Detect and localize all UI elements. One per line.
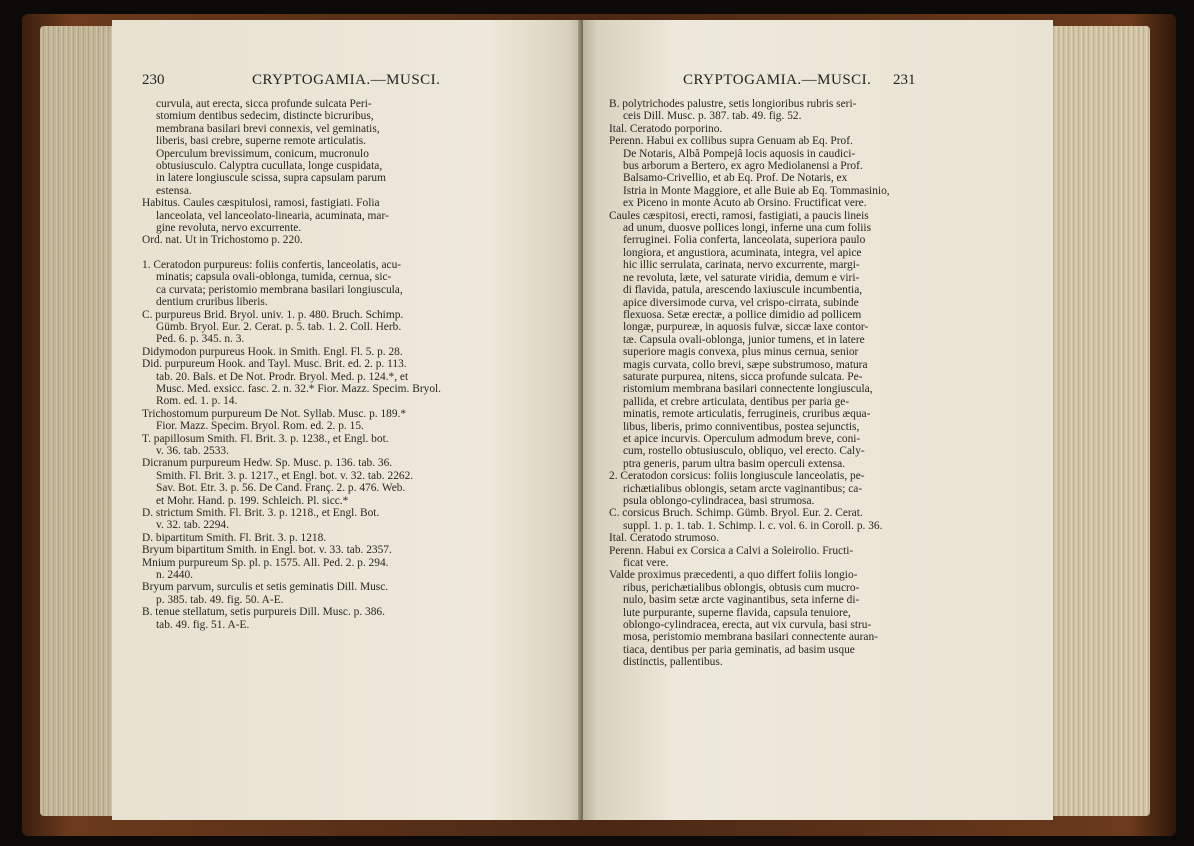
text-line: psula oblongo-cylindracea, basi strumosa. <box>623 495 815 507</box>
text-line: Istria in Monte Maggiore, et alle Buie ab Eq. Tommasinio, <box>623 184 890 197</box>
text-line: obtusiusculo. Calyptra cucullata, longe cuspidata, <box>156 160 383 173</box>
text-line: Caules cæspitosi, erecti, ramosi, fastigiati, a paucis lineis <box>609 209 869 222</box>
text-line: liberis, basi crebre, superne remote articulatis. <box>156 135 367 148</box>
text-line: ficat vere. <box>623 557 669 570</box>
text-line: Valde proximus præcedenti, a quo differt foliis longio- <box>609 569 858 582</box>
text-line: tab. 49. fig. 51. A-E. <box>156 618 250 631</box>
text-line: oblongo-cylindracea, erecta, aut vix curvula, basi stru- <box>623 619 872 632</box>
text-line: p. 385. tab. 49. fig. 50. A-E. <box>156 593 284 606</box>
text-line: flexuosa. Setæ erectæ, a pollice dimidio ad pollicem <box>623 308 862 321</box>
text-line: 2. Ceratodon corsicus: foliis longiuscule lanceolatis, pe- <box>609 470 865 483</box>
right-page-body <box>609 98 1037 669</box>
text-line: Perenn. Habui ex Corsica a Calvi a Soleirolio. Fructi- <box>609 544 854 557</box>
text-line: dentium cruribus liberis. <box>156 296 268 309</box>
text-line: Didymodon purpureus Hook. in Smith. Engl. Fl. 5. p. 28. <box>142 345 403 358</box>
text-line: in latere longiuscule scissa, supra capsulam parum <box>156 172 386 185</box>
text-line: ptra generis, parum ultra basim operculi extensa. <box>623 457 846 470</box>
text-line: ex Piceno in monte Acuto ab Orsino. Fructificat vere. <box>623 197 867 210</box>
text-line: Trichostomum purpureum De Not. Syllab. Musc. p. 189.* <box>142 407 407 420</box>
text-line: Mnium purpureum Sp. pl. p. 1575. All. Ped. 2. p. 294. <box>142 556 389 569</box>
left-running-head: CRYPTOGAMIA.—MUSCI. <box>252 72 441 88</box>
text-line: minatis, remote articulatis, ferrugineis, cruribus æqua- <box>623 408 871 421</box>
text-line: lute purpurante, superne flavida, capsula tenuiore, <box>623 606 851 619</box>
text-line: B. polytrichodes palustre, setis longioribus rubris seri- <box>609 98 857 110</box>
text-line: tæ. Capsula ovali-oblonga, junior tumens, et in latere <box>623 333 865 346</box>
text-line: Perenn. Habui ex collibus supra Genuam ab Eq. Prof. <box>609 135 853 148</box>
text-line: apice diversimode curva, vel crispo-cirrata, subinde <box>623 296 859 309</box>
text-line: distinctis, pallentibus. <box>623 656 723 669</box>
text-line: ferruginei. Folia conferta, lanceolata, superiora paulo <box>623 234 866 247</box>
text-line: De Notaris, Albâ Pompejâ locis aquosis in caudici- <box>623 147 856 160</box>
text-line: longiora, et angustiora, acuminata, integra, vel apice <box>623 246 862 259</box>
text-line: mosa, peristomio membrana basilari connectente auran- <box>623 631 878 644</box>
page-edges-left <box>40 26 118 816</box>
text-line: pallida, et crebre articulata, dentibus per paria ge- <box>623 395 850 408</box>
text-line: curvula, aut erecta, sicca profunde sulcata Peri- <box>156 98 372 110</box>
text-line: saturate purpurea, nitens, sicca profunde sulcata. Pe- <box>623 370 863 383</box>
text-line: Ord. nat. Ut in Trichostomo p. 220. <box>142 234 303 247</box>
text-line: lanceolata, vel lanceolato-linearia, acuminata, mar- <box>156 209 389 222</box>
text-line: hic illic serrulata, carinata, nervo excurrente, margi- <box>623 259 860 272</box>
text-line: v. 32. tab. 2294. <box>156 519 229 532</box>
right-page <box>583 20 1053 820</box>
text-line: longæ, purpureæ, in aquosis fulvæ, siccæ laxe contor- <box>623 321 869 334</box>
text-line <box>142 247 572 259</box>
text-line: Gümb. Bryol. Eur. 2. Cerat. p. 5. tab. 1. 2. Coll. Herb. <box>156 320 402 333</box>
text-line: membrana basilari brevi connexis, vel geminatis, <box>156 122 380 135</box>
text-line: ceis Dill. Musc. p. 387. tab. 49. fig. 52. <box>623 110 802 123</box>
text-line: magis curvata, collo brevi, sæpe substrumoso, matura <box>623 358 868 371</box>
right-running-head: CRYPTOGAMIA.—MUSCI. <box>683 72 872 88</box>
text-line: Dicranum purpureum Hedw. Sp. Musc. p. 136. tab. 36. <box>142 457 393 470</box>
text-line: v. 36. tab. 2533. <box>156 444 229 457</box>
text-line: stomium dentibus sedecim, distincte bicruribus, <box>156 110 374 123</box>
text-line: ribus, perichætialibus oblongis, obtusis cum mucro- <box>623 581 860 594</box>
text-line: tab. 20. Bals. et De Not. Prodr. Bryol. Med. p. 124.*, et <box>156 370 409 383</box>
text-line: estensa. <box>156 184 192 197</box>
text-line: et apice incurvis. Operculum admodum breve, coni- <box>623 432 861 445</box>
text-line: Bryum parvum, surculis et setis geminatis Dill. Musc. <box>142 581 389 594</box>
text-line: B. tenue stellatum, setis purpureis Dill. Musc. p. 386. <box>142 606 385 619</box>
text-line: Musc. Med. exsicc. fasc. 2. n. 32.* Fior. Mazz. Specim. Bryol. <box>156 382 442 395</box>
text-line: T. papillosum Smith. Fl. Brit. 3. p. 1238., et Engl. bot. <box>142 432 389 445</box>
text-line: ad unum, duosve pollices longi, inferne una cum foliis <box>623 222 872 235</box>
text-line: ca curvata; peristomio membrana basilari longiuscula, <box>156 283 403 296</box>
text-line: ristomium membrana basilari connectente longiuscula, <box>623 383 873 396</box>
text-line: Rom. ed. 1. p. 14. <box>156 395 238 408</box>
text-line: D. strictum Smith. Fl. Brit. 3. p. 1218., et Engl. Bot. <box>142 507 380 519</box>
text-line: Bryum bipartitum Smith. in Engl. bot. v. 33. tab. 2357. <box>142 544 392 557</box>
text-line: richætialibus oblongis, setam arcte vaginantibus; ca- <box>623 482 863 495</box>
text-line: libus, liberis, primo conniventibus, postea sejunctis, <box>623 420 860 433</box>
text-line: Sav. Bot. Etr. 3. p. 56. De Cand. Franç. 2. p. 476. Web. <box>156 482 406 495</box>
text-line: C. corsicus Bruch. Schimp. Gümb. Bryol. Eur. 2. Cerat. <box>609 507 863 520</box>
text-line: Ital. Ceratodo strumoso. <box>609 532 720 545</box>
text-line: et Mohr. Hand. p. 199. Schleich. Pl. sicc.* <box>156 494 349 507</box>
text-line: superiore magis convexa, plus minus cernua, senior <box>623 346 859 359</box>
text-line: cum, rostello obtusiusculo, obliquo, vel erecto. Caly- <box>623 445 865 458</box>
text-line: ne revoluta, læte, vel saturate viridia, demum e viri- <box>623 271 860 284</box>
text-line: Did. purpureum Hook. and Tayl. Musc. Brit. ed. 2. p. 113. <box>142 358 407 371</box>
text-line: Balsamo-Crivellio, et ab Eq. Prof. De Notaris, ex <box>623 172 848 185</box>
text-line: D. bipartitum Smith. Fl. Brit. 3. p. 1218. <box>142 531 327 544</box>
text-line: tiaca, dentibus per paria geminatis, ad basim usque <box>623 643 855 656</box>
left-page <box>112 20 582 820</box>
text-line: Ital. Ceratodo porporino. <box>609 122 723 135</box>
left-page-number: 230 <box>142 72 165 88</box>
text-line: Operculum brevissimum, conicum, mucronulo <box>156 147 369 160</box>
text-line: n. 2440. <box>156 569 194 582</box>
text-line: C. purpureus Brid. Bryol. univ. 1. p. 480. Bruch. Schimp. <box>142 308 404 321</box>
left-page-body <box>142 98 572 631</box>
right-page-number: 231 <box>893 72 916 88</box>
page-edges-right <box>1050 26 1150 816</box>
text-line: 1. Ceratodon purpureus: foliis confertis, lanceolatis, acu- <box>142 258 402 271</box>
text-line: minatis; capsula ovali-oblonga, tumida, cernua, sic- <box>156 271 392 284</box>
text-line: Habitus. Caules cæspitulosi, ramosi, fastigiati. Folia <box>142 197 380 210</box>
text-line: gine revoluta, nervo excurrente. <box>156 222 302 235</box>
text-line: Smith. Fl. Brit. 3. p. 1217., et Engl. bot. v. 32. tab. 2262. <box>156 469 414 482</box>
text-line: nulo, basim setæ arcte vaginantibus, seta inferne di- <box>623 594 860 607</box>
text-line: suppl. 1. p. 1. tab. 1. Schimp. l. c. vol. 6. in Coroll. p. 36. <box>623 519 883 532</box>
text-line: Ped. 6. p. 345. n. 3. <box>156 333 245 346</box>
text-line: di flavida, patula, arescendo laxiuscule incumbentia, <box>623 284 863 297</box>
text-line: bus arborum a Bertero, ex agro Mediolanensi a Prof. <box>623 160 863 173</box>
text-line: Fior. Mazz. Specim. Bryol. Rom. ed. 2. p. 15. <box>156 420 364 433</box>
